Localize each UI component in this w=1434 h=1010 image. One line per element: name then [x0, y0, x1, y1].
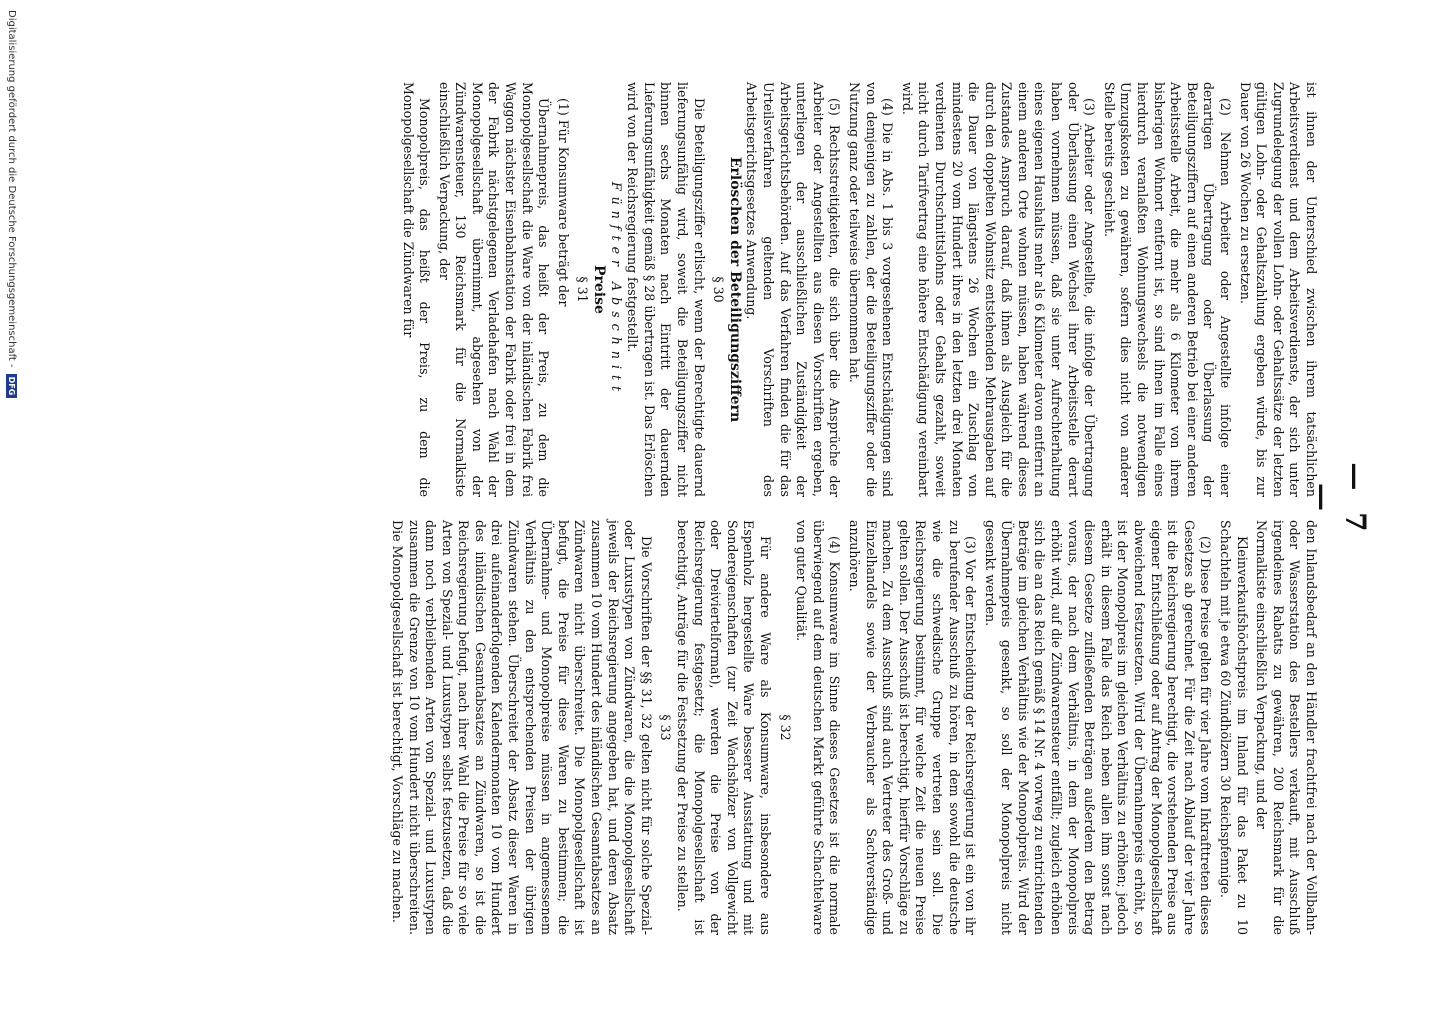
left-section-heading: Preise	[591, 265, 608, 314]
left-paragraph: Übernahmepreis, das heißt der Preis, zu dem die Monopolgesellschaft die Ware von der inländischen Fabrik frei Waggon nächster Eisenbahnstation der Fabrik oder frei in dem der Fabrik nächstgelegenen Verladehafen nach Wahl der Monopolgesellschaft übernimmt, abgesehen von der Zündwarensteuer, 130 Reichsmark für die Normalkiste einschließlich Verpackung, der	[436, 82, 552, 497]
digitization-credit	[6, 0, 17, 1010]
right-paragraph: (2) Diese Preise gelten für vier Jahre vom Inkrafttreten dieses Gesetzes ab gerechnet. Für die Zeit nach Ablauf der vier Jahre ist die Reichsregierung berechtigt, die vorstehenden Preise aus eigener Entschließung oder auf Antrag der Monopolgesellschaft abweichend festzusetzen. Wird der Übernahmepreis erhöht, so ist der Monopolpreis im gleichen Verhältnis zu erhöhen; jedoch erhält in diesem Falle das Reich neben allen ihm sonst nach diesem Gesetze zufließenden Beträgen außerdem den Betrag voraus, der nach dem Verhältnis, in dem der Monopolpreis erhöht wird, auf die Zündwarensteuer entfällt; zugleich erhöhen sich die an das Reich gemäß § 14 Nr. 4 vorweg zu entrichtenden Beträge im gleichen Verhältnis wie der Monopolpreis. Wird der Übernahmepreis gesenkt, so soll der Monopolpreis nicht gesenkt werden.	[982, 520, 1214, 935]
left-paragraph: (4) Die in Abs. 1 bis 3 vorgesehenen Entschädigungen sind von demjenigen zu zahlen, der die Beteiligungsziffer oder die Nutzung ganz oder teilweise übernommen hat.	[846, 82, 896, 497]
right-paragraph: Die Vorschriften der §§ 31, 32 gelten nicht für solche Spezial- oder Luxustypen von Zündwaren, die die Monopolgesellschaft jeweils der Reichsregierung angegeben hat, und deren Absatz zusammen 10 vom Hundert des inländischen Gesamtabsatzes an Zündwaren nicht überschreitet. Die Monopolgesellschaft ist befugt, die Preise für diese Waren zu bestimmen; die Übernahme- und Monopolpreise müssen in angemessenem Verhältnis zu den entsprechenden Preisen der übrigen Zündwaren stehen. Überschreitet der Absatz dieser Waren in drei aufeinanderfolgenden Kalendermonaten 10 vom Hundert des inländischen Gesamtabsatzes an Zündwaren, so ist die Reichsregierung befugt, nach ihrer Wahl die Preise für so viele Arten von Spezial- und Luxustypen selbst festzusetzen, daß die dann noch verbleibenden Arten von Spezial- und Luxustypen zusammen die Grenze von 10 vom Hundert nicht überschreiten. Die Monopolgesellschaft ist berechtigt, Vorschläge zu machen.	[389, 520, 654, 935]
left-column	[399, 82, 1322, 497]
left-paragraph: Die Beteiligungsziffer erlischt, wenn der Berechtigte dauernd lieferungsunfähig wird, soweit die Beteiligungsziffer nicht binnen sechs Monaten nach Eintritt der dauernden Lieferungsunfähigkeit gemäß § 28 übertragen ist. Das Erlöschen wird von der Reichsregierung festgestellt.	[625, 82, 707, 497]
right-paragraph: Für andere Ware als Konsumware, insbesondere aus Espenholz hergestellte Ware besserer Ausstattung und mit Sondereigenschaften (zur Zeit Wachshölzer von Vollgewicht oder Dreiviertelformat), werden die Preise von der Reichsregierung festgesetzt; die Monopolgesellschaft ist berechtigt, Anträge für die Festsetzung der Preise zu stellen.	[675, 520, 773, 935]
left-section-heading: Erlöschen der Beteiligungsziffern	[726, 156, 743, 423]
right-paragraph: den Inlandsbedarf an den Händler frachtfrei nach der Vollbahn- oder Wasserstation des Bestellers verkauft, mit Ausschluß irgendeines Rabatts zu gewähren, 200 Reichsmark für die Normalkiste einschließlich Verpackung, und der	[1254, 520, 1319, 935]
right-column	[388, 520, 1322, 935]
credit-text: Digitalisierung gefördert durch die Deutsche Forschungsgemeinschaft -	[6, 10, 17, 368]
left-paragraph-number: § 31	[575, 276, 591, 303]
right-paragraph: (3) Vor der Entscheidung der Reichsregierung ist ein von ihr zu berufender Ausschuß zu hören, in dem sowohl die deutsche wie die schwedische Gruppe vertreten sein soll. Die Reichsregierung bestimmt, für welche Zeit die neuen Preise gelten sollen. Der Ausschuß ist berechtigt, hierfür Vorschläge zu machen. Zu dem Ausschuß sind auch Vertreter des Groß- und Einzelhandels sowie der Verbraucher als Sachverständige anzuhören.	[846, 520, 979, 935]
left-chapter-heading: Fünfter Abschnitt	[608, 181, 624, 398]
left-paragraph: ist ihnen der Unterschied zwischen ihrem tatsächlichen Arbeitsverdienst und dem Arbeitsverdienste, der sich unter Zugrundelegung der vollen Lohn- oder Gehaltssätze der letzten gültigen Lohn- oder Gehaltszahlung ergeben würde, bis zur Dauer von 26 Wochen zu ersetzen.	[1237, 82, 1319, 497]
right-paragraph: Kleinverkaufshöchstpreis im Inland für das Paket zu 10 Schachteln mit je etwa 60 Zündhölzern 30 Reichspfennige.	[1218, 520, 1250, 935]
left-paragraph: (1) Für Konsumware beträgt der	[555, 98, 571, 307]
left-paragraph-number: § 30	[711, 276, 727, 303]
right-paragraph: (4) Konsumware im Sinne dieses Gesetzes ist die normale überwiegend auf dem deutschen Markt geführte Schachtelware von guter Qualität.	[794, 520, 843, 935]
right-paragraph-number: § 32	[777, 714, 793, 741]
left-paragraph: (2) Nehmen Arbeiter oder Angestellte infolge einer derartigen Übertragung oder Überlassung der Beteiligungsziffern auf einen anderen Betrieb bei einer anderen Arbeitsstelle Arbeit, die mehr als 6 Kilometer von ihrem bisherigen Wohnort entfernt ist, so sind ihnen im Falle eines hierdurch veranlaßten Wohnungswechsels die notwendigen Umzugskosten zu gewähren, sofern dies nicht von anderer Stelle bereits geschieht.	[1101, 82, 1234, 497]
dfg-logo: DFG	[6, 374, 17, 399]
right-paragraph-number: § 33	[658, 714, 674, 741]
page-number: — 7 —	[1306, 462, 1372, 538]
left-paragraph: (5) Rechtsstreitigkeiten, die sich über die Ansprüche der Arbeiter oder Angestellten aus diesen Vorschriften ergeben, unterliegen der ausschließlichen Zuständigkeit der Arbeitsgerichtsbehörden. Auf das Verfahren finden die für das Urteilsverfahren geltenden Vorschriften des Arbeitsgerichtsgesetzes Anwendung.	[744, 82, 843, 497]
left-paragraph: (3) Arbeiter oder Angestellte, die infolge der Übertragung oder Überlassung einen Wechsel ihrer Arbeitsstelle derart haben vornehmen müssen, daß sie unter Aufrechterhaltung eines eigenen Haushalts mehr als 6 Kilometer davon entfernt an einem anderen Orte wohnen müssen, haben während dieses Zustandes Anspruch darauf, daß ihnen als Ausgleich für die durch den doppelten Wohnsitz entstehenden Mehrausgaben auf die Dauer von längstens 26 Wochen ein Zuschlag von mindestens 20 vom Hundert ihres in den letzten drei Monaten verdienten Durchschnittslohns oder Gehalts gezahlt, soweit nicht durch Tarifvertrag eine höhere Entschädigung vereinbart wird.	[899, 82, 1098, 497]
left-paragraph: Monopolpreis, das heißt der Preis, zu dem die Monopolgesellschaft die Zündwaren für	[400, 82, 433, 497]
